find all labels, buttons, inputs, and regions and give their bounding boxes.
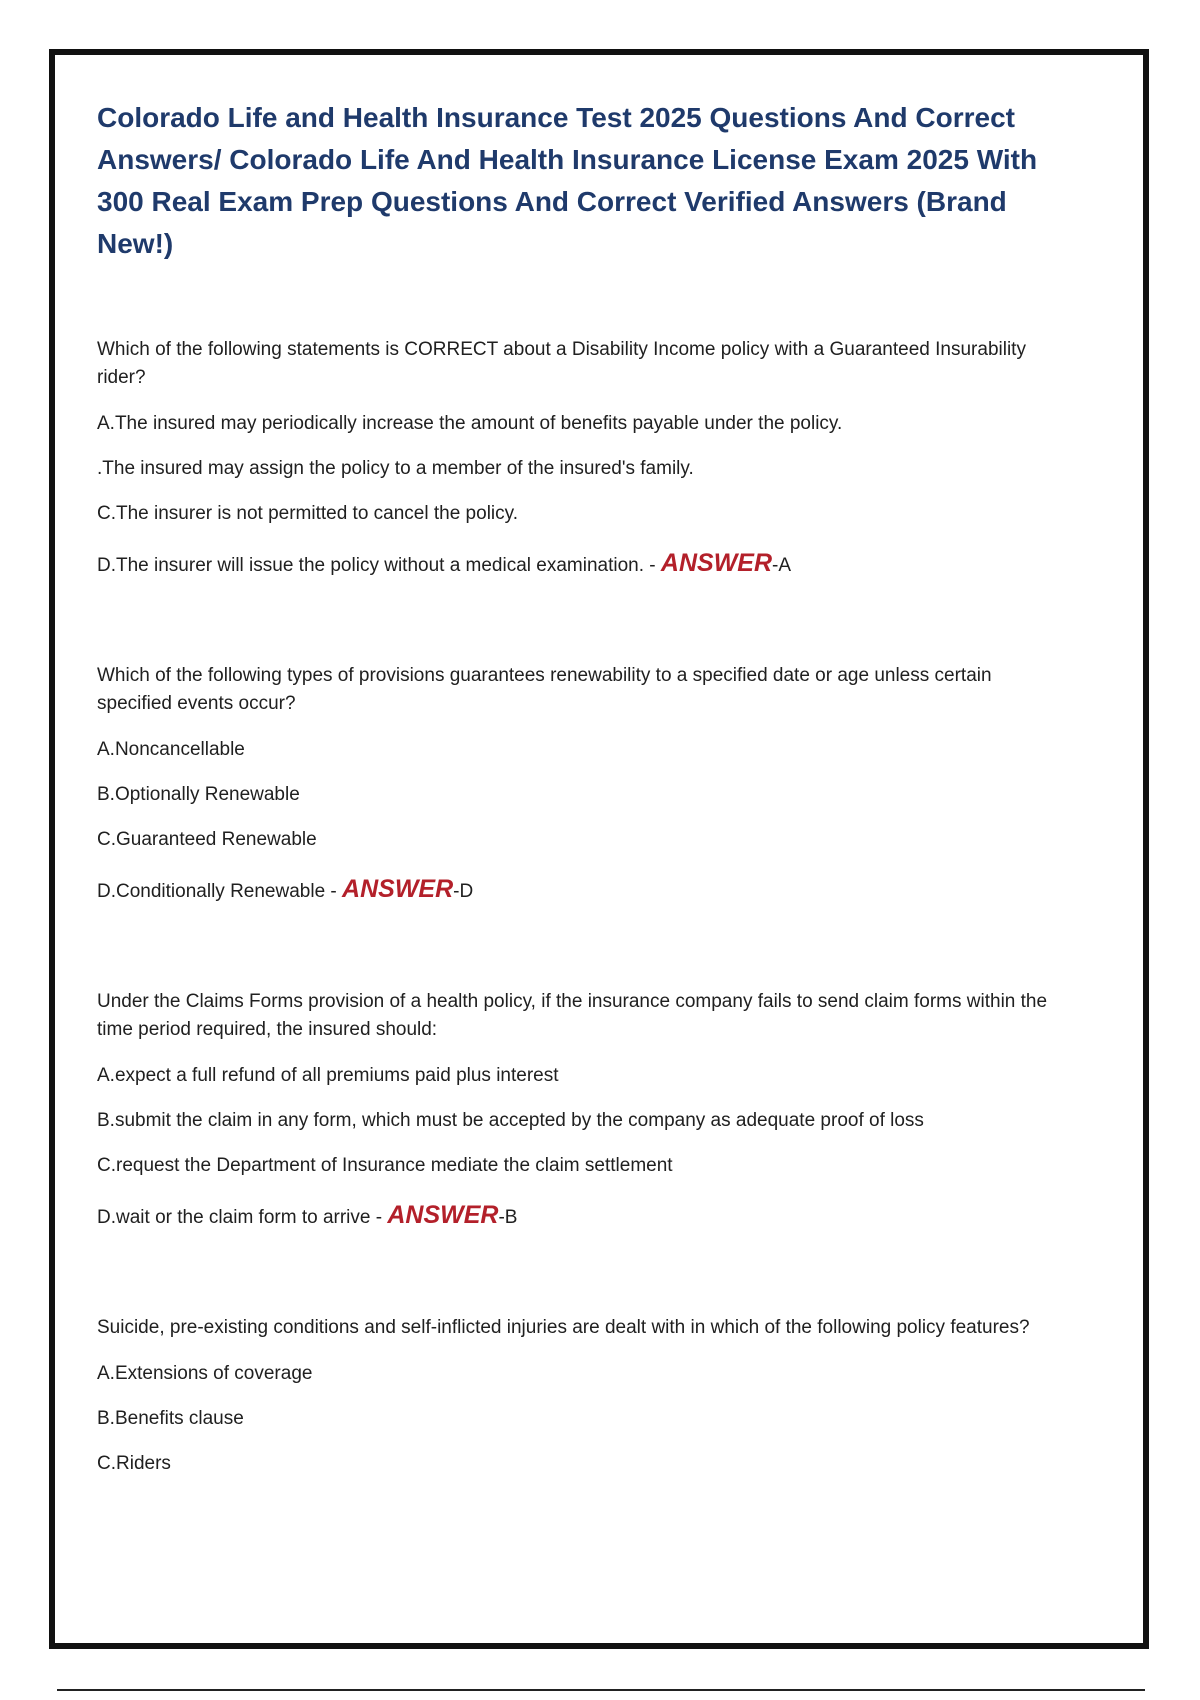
- answer-label: ANSWER: [660, 549, 773, 577]
- page-bottom-divider: [57, 1689, 1145, 1691]
- option-d-with-answer: [97, 861, 1057, 913]
- option-b: B.Benefits clause: [97, 1408, 244, 1429]
- answer-separator: -: [325, 881, 343, 902]
- question-text: Under the Claims Forms provision of a health policy, if the insurance company fails to send claim forms within the time period required, the insured should:: [97, 991, 1048, 1040]
- option-c: C.The insurer is not permitted to cancel the policy.: [97, 503, 519, 524]
- question-text: Suicide, pre-existing conditions and self-inflicted injuries are dealt with in which of the following policy features?: [97, 1317, 1030, 1338]
- answer-label: ANSWER: [387, 1201, 499, 1229]
- question-text: Which of the following statements is CORRECT about a Disability Income policy with a Guaranteed Insurability rider?: [97, 339, 1026, 388]
- question-block-4: [97, 1314, 1057, 1485]
- answer-value: -A: [772, 555, 792, 576]
- option-b: B.Optionally Renewable: [97, 784, 300, 805]
- question-block-2: [97, 662, 1057, 913]
- document-title: Colorado Life and Health Insurance Test 2025 Questions And Correct Answers/ Colorado Life And Health Insurance License Exam 2025 With 300 Real Exam Prep Questions And Correct Verified Answers (Brand New!): [97, 102, 1038, 259]
- option-d: D.wait or the claim form to arrive: [97, 1207, 371, 1228]
- option-a: A.The insured may periodically increase the amount of benefits payable under the policy.: [97, 413, 843, 434]
- option-d: D.The insurer will issue the policy without a medical examination.: [97, 555, 645, 576]
- option-c: C.Guaranteed Renewable: [97, 829, 317, 850]
- option-d: D.Conditionally Renewable: [97, 881, 326, 902]
- answer-value: -D: [453, 881, 474, 902]
- answer-separator: -: [644, 555, 661, 576]
- option-c: C.Riders: [97, 1453, 171, 1474]
- answer-label: ANSWER: [342, 875, 454, 903]
- answer-separator: -: [370, 1207, 388, 1228]
- option-a: A.expect a full refund of all premiums paid plus interest: [97, 1065, 559, 1086]
- question-text: Which of the following types of provisions guarantees renewability to a specified date or age unless certain specified events occur?: [97, 665, 992, 714]
- question-block-1: [97, 336, 1057, 587]
- question-list: [97, 336, 1057, 1485]
- option-a: A.Noncancellable: [97, 739, 245, 760]
- question-block-3: [97, 988, 1057, 1239]
- option-d-with-answer: [97, 1187, 1057, 1239]
- option-a: A.Extensions of coverage: [97, 1363, 313, 1384]
- option-b: .The insured may assign the policy to a member of the insured's family.: [97, 458, 694, 479]
- option-c: C.request the Department of Insurance mediate the claim settlement: [97, 1155, 673, 1176]
- option-d-with-answer: [97, 535, 1057, 587]
- answer-value: -B: [498, 1207, 518, 1228]
- option-b: B.submit the claim in any form, which must be accepted by the company as adequate proof of loss: [97, 1110, 924, 1131]
- document-content: [97, 97, 1057, 1485]
